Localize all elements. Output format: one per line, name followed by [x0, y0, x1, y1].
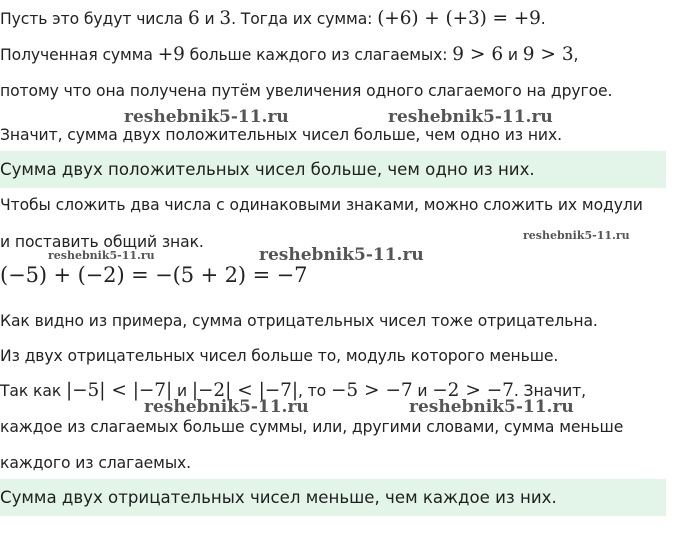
math-number: −7	[486, 380, 514, 401]
math-number: −2	[432, 380, 460, 401]
math-abs: |−2|	[191, 380, 232, 401]
paragraph-line-11: каждое из слагаемых больше суммы, или, другими словами, сумма меньше	[0, 418, 624, 436]
math-operator: >	[364, 380, 380, 401]
watermark: reshebnik5-11.ru	[144, 397, 309, 417]
math-number: 9	[452, 44, 464, 65]
watermark: reshebnik5-11.ru	[124, 107, 289, 127]
math-operator: >	[469, 44, 486, 65]
text-fragment: и	[412, 382, 433, 400]
text-fragment: Так как	[0, 382, 67, 400]
highlight-text: Сумма двух отрицательных чисел меньше, чем каждое из них.	[0, 488, 557, 507]
text-fragment: . Тогда их сумма:	[231, 10, 378, 28]
math-operator: >	[540, 44, 556, 65]
math-expression: (+6) + (+3) = +9	[377, 8, 541, 29]
text-fragment: и	[199, 10, 220, 28]
watermark: reshebnik5-11.ru	[523, 229, 630, 242]
text-fragment: , то	[297, 382, 331, 400]
text-fragment: . Значит,	[513, 382, 586, 400]
text-fragment: и	[503, 46, 523, 64]
text-fragment: Пусть это будут числа	[0, 10, 188, 28]
math-number: −5	[330, 380, 359, 401]
text-fragment: ,	[573, 46, 579, 64]
highlight-box	[0, 479, 666, 516]
watermark: reshebnik5-11.ru	[409, 397, 574, 417]
paragraph-line-4: Значит, сумма двух положительных чисел больше, чем одно из них.	[0, 126, 562, 144]
text-fragment: и	[172, 382, 192, 400]
text-fragment: больше каждого из слагаемых:	[184, 46, 453, 64]
text-fragment: Полученная сумма	[0, 46, 158, 64]
formula: (−5) + (−2) = −(5 + 2) = −7	[0, 263, 308, 287]
paragraph-line-6: Чтобы сложить два числа с одинаковыми знаками, можно сложить их модули	[0, 196, 643, 214]
math-operator: >	[465, 380, 481, 401]
math-number: 3	[219, 8, 232, 29]
highlight-text: Сумма двух положительных чисел больше, чем одно из них.	[0, 160, 535, 179]
math-number: +9	[157, 44, 185, 65]
math-abs: |−7|	[258, 380, 298, 401]
math-number: −7	[385, 380, 413, 401]
paragraph-line-3: потому что она получена путём увеличения одного слагаемого на другое.	[0, 82, 613, 100]
highlight-box	[0, 151, 666, 188]
math-number: 6	[188, 8, 200, 29]
paragraph-line-2	[0, 45, 578, 65]
paragraph-line-12: каждого из слагаемых.	[0, 454, 192, 472]
paragraph-line-7: и поставить общий знак.	[0, 233, 204, 251]
math-operator: <	[111, 380, 127, 401]
math-number: 6	[491, 44, 503, 65]
watermark: reshebnik5-11.ru	[259, 245, 424, 265]
text-fragment: .	[540, 10, 546, 28]
math-number: 3	[561, 44, 574, 65]
watermark: reshebnik5-11.ru	[48, 249, 155, 262]
watermark: reshebnik5-11.ru	[388, 107, 553, 127]
math-abs: |−5|	[66, 380, 106, 401]
paragraph-line-8: Как видно из примера, сумма отрицательных чисел тоже отрицательна.	[0, 312, 598, 330]
math-number: 9	[522, 44, 535, 65]
math-operator: <	[237, 380, 253, 401]
paragraph-line-9: Из двух отрицательных чисел больше то, модуль которого меньше.	[0, 347, 559, 365]
math-abs: |−7|	[132, 380, 173, 401]
paragraph-line-1	[0, 9, 546, 29]
